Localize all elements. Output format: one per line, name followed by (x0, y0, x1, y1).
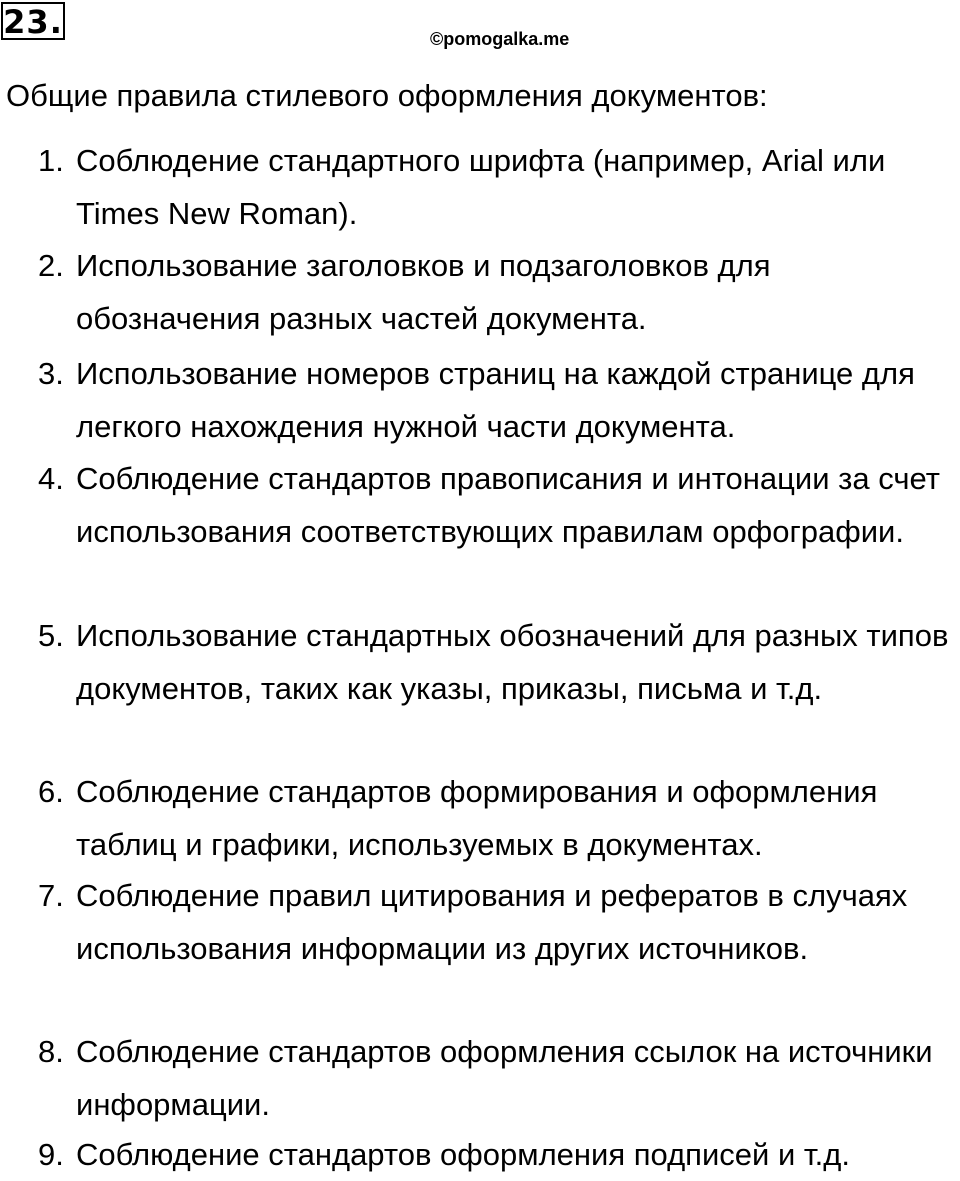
list-item-number: 1. (38, 143, 64, 178)
watermark-text: ©pomogalka.me (430, 29, 570, 49)
list-item-number: 6. (38, 774, 64, 809)
list-item-number: 3. (38, 356, 64, 391)
list-item-number: 5. (38, 618, 64, 653)
list-item-number: 7. (38, 878, 64, 913)
list-item-text: Соблюдение стандартов оформления ссылок на источники информации. (76, 1034, 933, 1122)
list-item-text: Использование заголовков и подзаголовков для обозначения разных частей документа. (76, 248, 771, 336)
list-item-text: Соблюдение стандартов оформления подписей и т.д. (76, 1137, 850, 1172)
task-number-badge: 23. (1, 2, 65, 40)
list-item-number: 4. (38, 461, 64, 496)
list-item-text: Использование стандартных обозначений для разных типов документов, таких как указы, приказы, письма и т.д. (76, 618, 949, 706)
list-item-number: 8. (38, 1034, 64, 1069)
list-item-text: Соблюдение стандартов формирования и оформления таблиц и графики, используемых в документах. (76, 774, 878, 862)
list-item-number: 2. (38, 248, 64, 283)
list-item-number: 9. (38, 1137, 64, 1172)
list-item-text: Соблюдение стандартов правописания и интонации за счет использования соответствующих правилам орфографии. (76, 461, 940, 549)
intro-heading: Общие правила стилевого оформления документов: (6, 78, 768, 113)
list-item-text: Использование номеров страниц на каждой странице для легкого нахождения нужной части документа. (76, 356, 915, 444)
list-item-text: Соблюдение стандартного шрифта (например, Arial или Times New Roman). (76, 143, 886, 231)
list-item-text: Соблюдение правил цитирования и рефератов в случаях использования информации из других источников. (76, 878, 908, 966)
